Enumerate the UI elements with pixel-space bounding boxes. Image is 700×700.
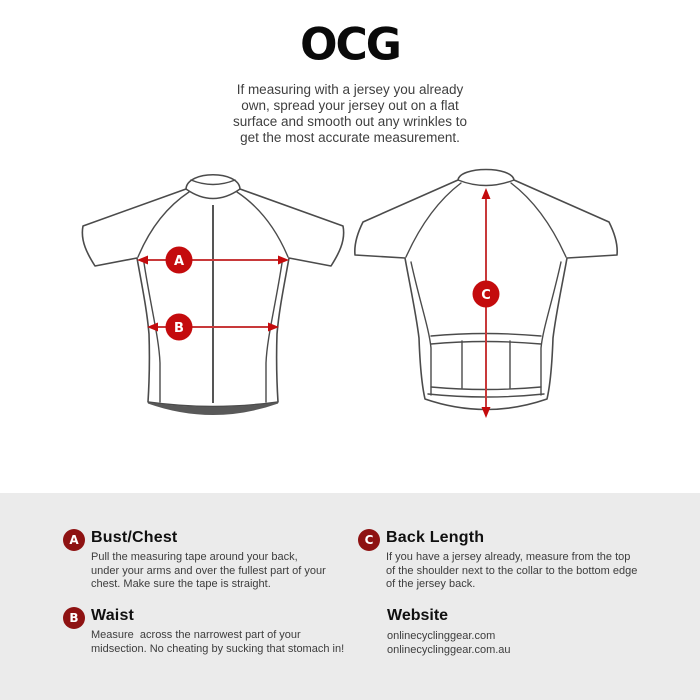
front-jersey-outline bbox=[82, 175, 343, 415]
chest-marker bbox=[166, 247, 193, 274]
intro-line: surface and smooth out any wrinkles to bbox=[232, 114, 468, 129]
website-url: onlinecyclinggear.com bbox=[387, 630, 496, 642]
ocg-logo: OCG bbox=[300, 18, 400, 71]
intro-text bbox=[0, 82, 700, 146]
legend-item-back-length bbox=[358, 528, 637, 592]
website-block bbox=[387, 606, 511, 657]
waist-title: Waist bbox=[91, 607, 135, 624]
legend-item-bust-chest bbox=[63, 528, 326, 592]
website-url: onlinecyclinggear.com.au bbox=[387, 643, 511, 656]
chest-marker-letter: A bbox=[173, 254, 185, 269]
bust-chest-title: Bust/Chest bbox=[91, 529, 178, 546]
intro-line: If measuring with a jersey you already bbox=[236, 82, 464, 97]
back-length-badge: C bbox=[358, 529, 380, 551]
back-length-title: Back Length bbox=[386, 529, 485, 546]
bust-chest-badge: A bbox=[63, 529, 85, 551]
waist-marker-letter: B bbox=[174, 321, 184, 336]
waist-marker bbox=[166, 314, 193, 341]
website-title: Website bbox=[387, 607, 449, 624]
back-jersey-diagram bbox=[345, 158, 645, 443]
bust-chest-description: Pull the measuring tape around your back, under your arms and over the fullest part of your chest. Make sure the tape is straight. bbox=[91, 551, 326, 590]
back-length-marker bbox=[473, 281, 500, 308]
legend-footer bbox=[0, 493, 700, 700]
intro-line: get the most accurate measurement. bbox=[240, 130, 460, 145]
intro-line: own, spread your jersey out on a flat bbox=[241, 98, 459, 113]
waist-badge: B bbox=[63, 607, 85, 629]
legend-item-waist bbox=[63, 606, 344, 656]
back-length-description: If you have a jersey already, measure from the top of the shoulder next to the collar to the bottom edge of the jersey back. bbox=[386, 551, 638, 590]
website-urls bbox=[387, 630, 511, 657]
waist-description: Measure across the narrowest part of your midsection. No cheating by sucking that stomach in! bbox=[91, 629, 345, 655]
front-jersey-diagram bbox=[60, 158, 360, 443]
back-length-marker-letter: C bbox=[481, 288, 491, 303]
